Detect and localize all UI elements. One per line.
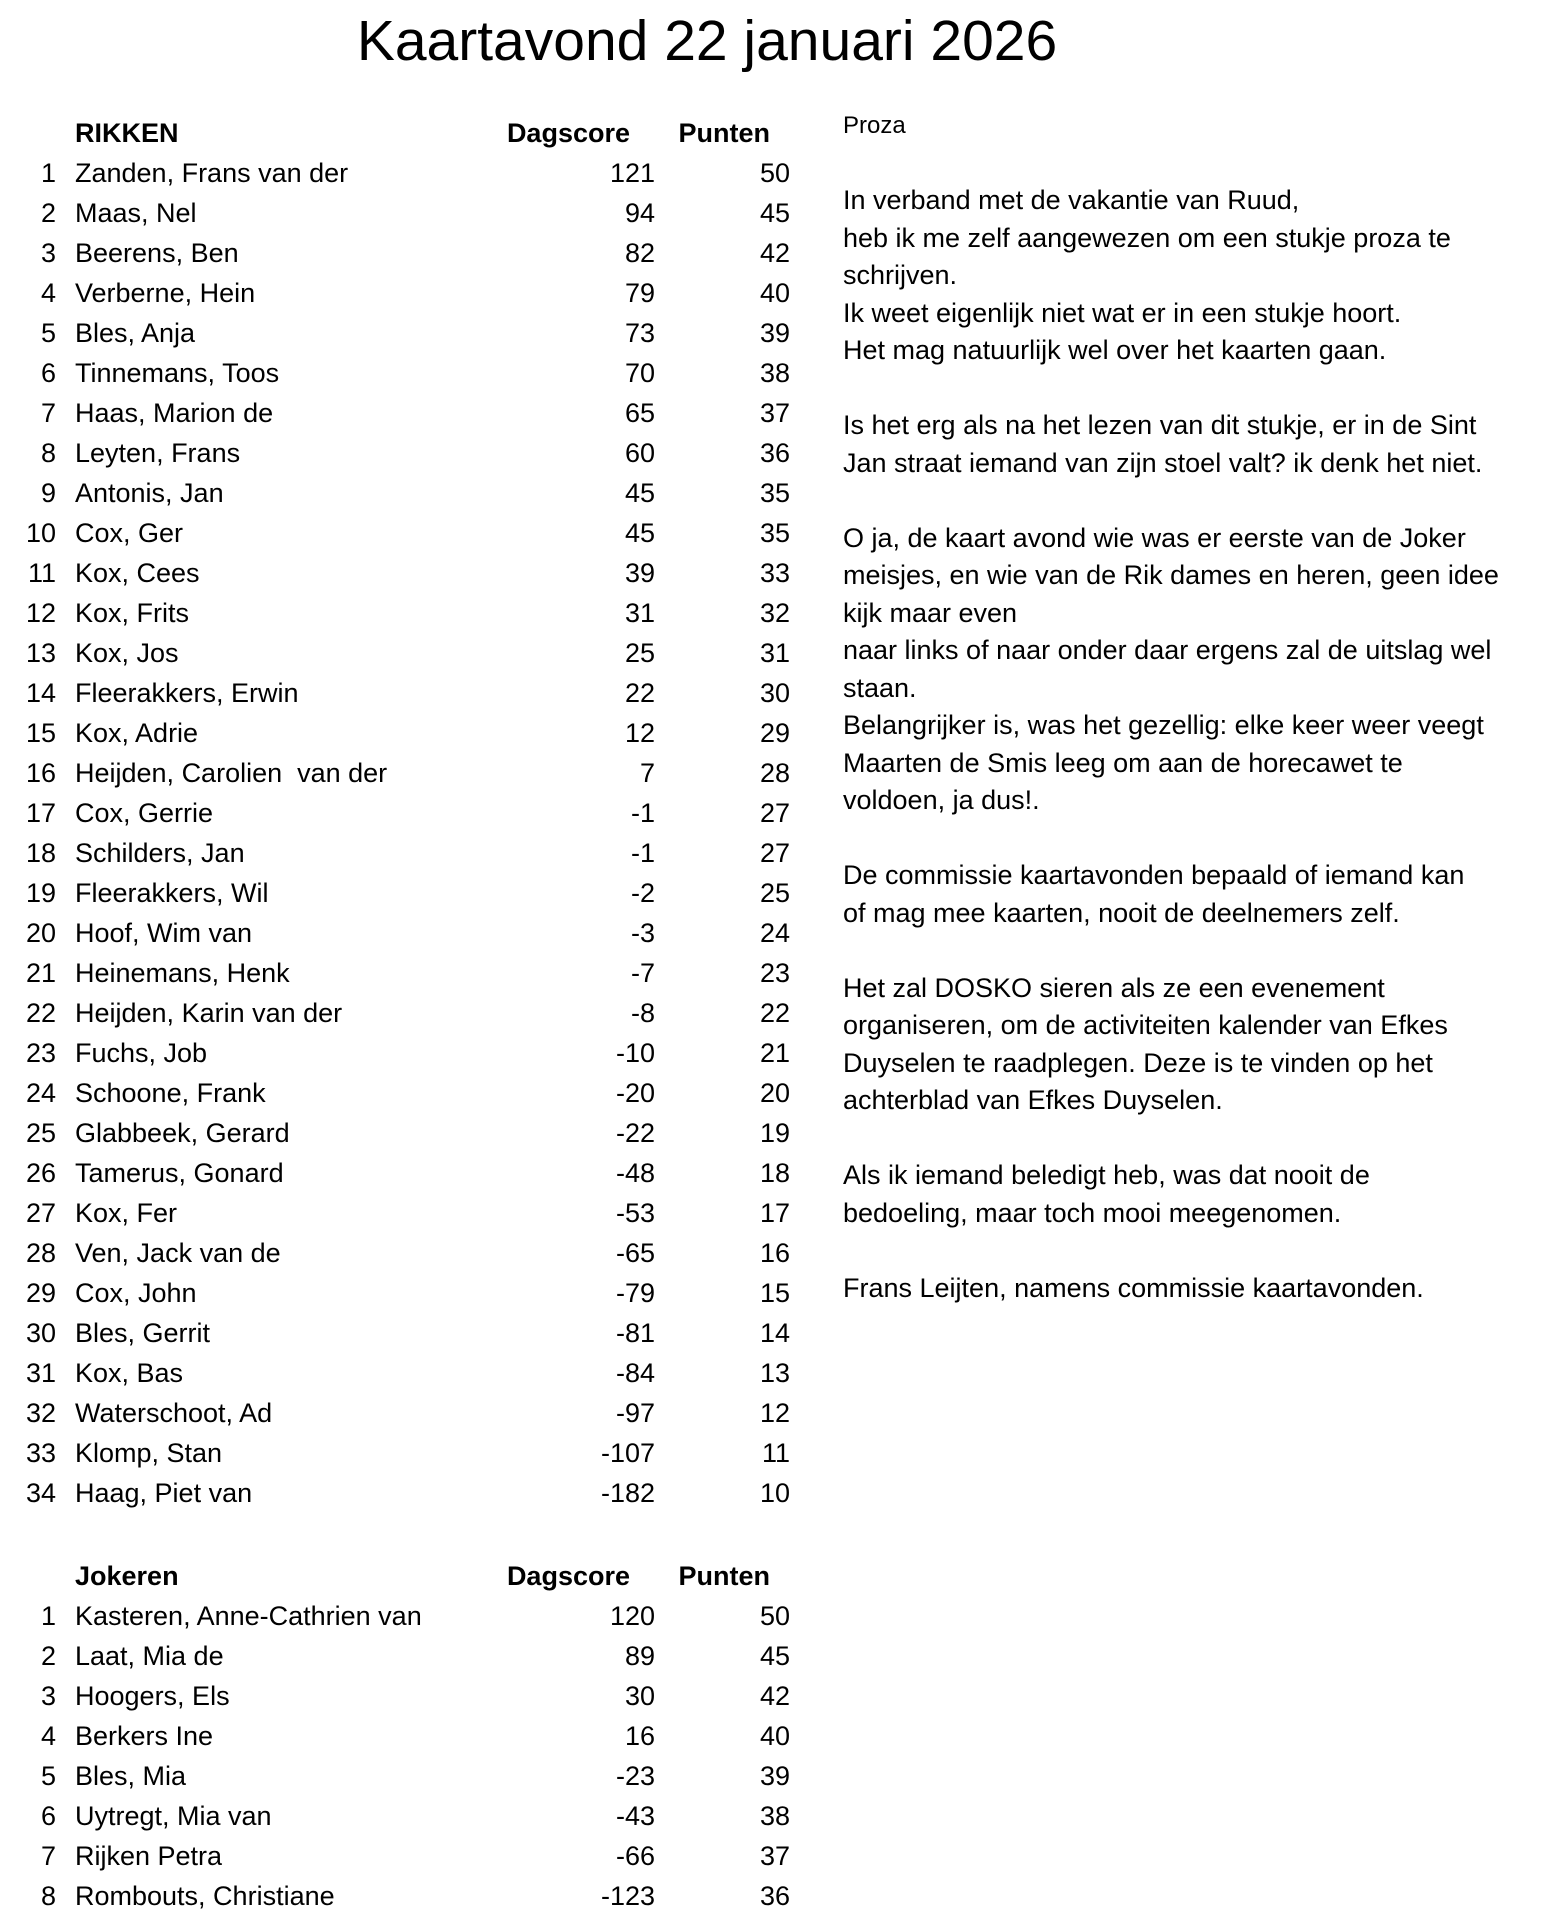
player-name-cell: Waterschoot, Ad bbox=[75, 1398, 273, 1428]
table-row bbox=[0, 433, 800, 473]
punten-cell: 32 bbox=[759, 598, 790, 628]
punten-cell: 21 bbox=[759, 1038, 790, 1068]
dagscore-cell: 73 bbox=[624, 318, 655, 348]
punten-cell: 16 bbox=[759, 1238, 790, 1268]
player-name-cell: Antonis, Jan bbox=[75, 478, 224, 508]
rikken-rows bbox=[0, 153, 800, 1513]
player-name-cell: Verberne, Hein bbox=[75, 278, 256, 308]
player-name-cell: Kox, Adrie bbox=[75, 718, 199, 748]
proza-line bbox=[843, 932, 1548, 970]
rank-cell: 20 bbox=[25, 918, 56, 948]
proza-line: Het mag natuurlijk wel over het kaarten gaan. bbox=[843, 335, 1387, 365]
rank-cell: 12 bbox=[25, 598, 56, 628]
proza-line: kijk maar even bbox=[843, 597, 1018, 628]
punten-cell: 18 bbox=[759, 1158, 790, 1188]
rank-cell: 6 bbox=[40, 1801, 56, 1831]
player-name-cell: Heinemans, Henk bbox=[75, 958, 290, 988]
proza-line: Het zal DOSKO sieren als ze een evenement bbox=[843, 972, 1385, 1003]
dagscore-cell: 31 bbox=[624, 598, 655, 628]
proza-line: Duyselen te raadplegen. Deze is te vinden op het bbox=[843, 1047, 1433, 1078]
player-name-cell: Maas, Nel bbox=[75, 198, 197, 228]
punten-cell: 27 bbox=[759, 798, 790, 828]
rank-cell: 34 bbox=[25, 1478, 56, 1508]
punten-cell: 30 bbox=[759, 678, 790, 708]
player-name-cell: Fleerakkers, Wil bbox=[75, 878, 269, 908]
jokeren-punten-header: Punten bbox=[678, 1561, 770, 1591]
rank-cell: 3 bbox=[40, 238, 56, 268]
rank-cell: 18 bbox=[25, 838, 56, 868]
punten-cell: 33 bbox=[759, 558, 790, 588]
dagscore-cell: -123 bbox=[600, 1881, 655, 1911]
rank-cell: 32 bbox=[25, 1398, 56, 1428]
table-row bbox=[0, 993, 800, 1033]
punten-cell: 37 bbox=[759, 398, 790, 428]
dagscore-cell: 82 bbox=[624, 238, 655, 268]
player-name-cell: Tamerus, Gonard bbox=[75, 1158, 284, 1188]
rikken-punten-header: Punten bbox=[678, 118, 770, 148]
punten-cell: 25 bbox=[759, 878, 790, 908]
rank-cell: 17 bbox=[25, 798, 56, 828]
player-name-cell: Heijden, Carolien van der bbox=[75, 758, 388, 788]
proza-line: Maarten de Smis leeg om aan de horecawet te bbox=[843, 747, 1403, 778]
table-row bbox=[0, 1233, 800, 1273]
player-name-cell: Kox, Jos bbox=[75, 638, 179, 668]
punten-cell: 28 bbox=[759, 758, 790, 788]
punten-cell: 11 bbox=[761, 1438, 790, 1468]
table-row bbox=[0, 353, 800, 393]
table-row bbox=[0, 1153, 800, 1193]
punten-cell: 20 bbox=[759, 1078, 790, 1108]
dagscore-cell: 7 bbox=[639, 758, 655, 788]
punten-cell: 31 bbox=[759, 638, 790, 668]
player-name-cell: Schoone, Frank bbox=[75, 1078, 266, 1108]
dagscore-cell: -48 bbox=[615, 1158, 655, 1188]
rank-cell: 30 bbox=[25, 1318, 56, 1348]
table-row bbox=[0, 233, 800, 273]
dagscore-cell: -1 bbox=[630, 838, 655, 868]
dagscore-cell: 79 bbox=[624, 278, 655, 308]
proza-line: Ik weet eigenlijk niet wat er in een stukje hoort. bbox=[843, 297, 1402, 328]
table-row bbox=[0, 1073, 800, 1113]
dagscore-cell: 39 bbox=[624, 558, 655, 588]
player-name-cell: Kox, Cees bbox=[75, 558, 200, 588]
punten-cell: 50 bbox=[759, 1601, 790, 1631]
dagscore-cell: 22 bbox=[624, 678, 655, 708]
punten-cell: 40 bbox=[759, 1721, 790, 1751]
rank-cell: 5 bbox=[40, 1761, 56, 1791]
table-row bbox=[0, 1393, 800, 1433]
table-row bbox=[0, 513, 800, 553]
jokeren-dagscore-header: Dagscore bbox=[506, 1561, 630, 1591]
player-name-cell: Fuchs, Job bbox=[75, 1038, 208, 1068]
rank-header-spacer bbox=[0, 113, 56, 153]
rank-cell: 7 bbox=[40, 1841, 56, 1871]
dagscore-cell: -2 bbox=[630, 878, 655, 908]
table-row bbox=[0, 1033, 800, 1073]
dagscore-cell: -84 bbox=[615, 1358, 655, 1388]
player-name-cell: Tinnemans, Toos bbox=[75, 358, 280, 388]
player-name-cell: Ven, Jack van de bbox=[75, 1238, 281, 1268]
table-row bbox=[0, 393, 800, 433]
jokeren-table bbox=[0, 1556, 800, 1916]
table-row bbox=[0, 913, 800, 953]
player-name-cell: Berkers Ine bbox=[75, 1721, 214, 1751]
rank-cell: 23 bbox=[25, 1038, 56, 1068]
results-tables bbox=[0, 113, 800, 1916]
punten-cell: 17 bbox=[759, 1198, 790, 1228]
rank-cell: 29 bbox=[25, 1278, 56, 1308]
proza-line: staan. bbox=[843, 672, 917, 703]
proza-line: meisjes, en wie van de Rik dames en heren, geen idee bbox=[843, 560, 1499, 590]
punten-cell: 24 bbox=[759, 918, 790, 948]
punten-cell: 37 bbox=[759, 1841, 790, 1871]
table-row bbox=[0, 1796, 800, 1836]
player-name-cell: Bles, Mia bbox=[75, 1761, 187, 1791]
proza-line: Belangrijker is, was het gezellig: elke keer weer veegt bbox=[843, 710, 1484, 740]
rank-cell: 16 bbox=[25, 758, 56, 788]
table-row bbox=[0, 153, 800, 193]
rank-cell: 13 bbox=[25, 638, 56, 668]
punten-cell: 50 bbox=[759, 158, 790, 188]
punten-cell: 39 bbox=[759, 318, 790, 348]
table-row bbox=[0, 1716, 800, 1756]
rank-cell: 2 bbox=[40, 1641, 56, 1671]
rank-cell: 33 bbox=[25, 1438, 56, 1468]
player-name-cell: Haas, Marion de bbox=[75, 398, 274, 428]
proza-line: naar links of naar onder daar ergens zal de uitslag wel bbox=[843, 635, 1492, 665]
proza-line: O ja, de kaart avond wie was er eerste van de Joker bbox=[843, 522, 1466, 553]
dagscore-cell: -10 bbox=[615, 1038, 655, 1068]
player-name-cell: Kox, Frits bbox=[75, 598, 190, 628]
dagscore-cell: -107 bbox=[600, 1438, 655, 1468]
dagscore-cell: -3 bbox=[630, 918, 655, 948]
table-row bbox=[0, 793, 800, 833]
rank-cell: 6 bbox=[40, 358, 56, 388]
punten-cell: 38 bbox=[759, 1801, 790, 1831]
table-row bbox=[0, 1113, 800, 1153]
rank-cell: 8 bbox=[40, 1881, 56, 1911]
punten-cell: 35 bbox=[759, 478, 790, 508]
proza-heading: Proza bbox=[843, 112, 906, 139]
player-name-cell: Bles, Anja bbox=[75, 318, 196, 348]
dagscore-cell: 12 bbox=[624, 718, 655, 748]
rank-header-spacer bbox=[0, 1556, 56, 1596]
player-name-cell: Klomp, Stan bbox=[75, 1438, 223, 1468]
jokeren-table-header bbox=[0, 1556, 800, 1596]
dagscore-cell: 89 bbox=[624, 1641, 655, 1671]
proza-line: achterblad van Efkes Duyselen. bbox=[843, 1085, 1223, 1115]
page-title: Kaartavond 22 januari 2026 bbox=[356, 9, 1058, 73]
rank-cell: 25 bbox=[25, 1118, 56, 1148]
table-row bbox=[0, 1596, 800, 1636]
table-row bbox=[0, 313, 800, 353]
table-row bbox=[0, 713, 800, 753]
player-name-cell: Cox, John bbox=[75, 1278, 197, 1308]
proza-line bbox=[843, 482, 1548, 520]
dagscore-cell: -22 bbox=[615, 1118, 655, 1148]
player-name-cell: Schilders, Jan bbox=[75, 838, 245, 868]
dagscore-cell: -182 bbox=[600, 1478, 655, 1508]
dagscore-cell: 65 bbox=[624, 398, 655, 428]
rank-cell: 15 bbox=[25, 718, 56, 748]
dagscore-cell: -79 bbox=[615, 1278, 655, 1308]
rank-cell: 24 bbox=[25, 1078, 56, 1108]
table-row bbox=[0, 873, 800, 913]
punten-cell: 36 bbox=[759, 1881, 790, 1911]
proza-line: organiseren, om de activiteiten kalender van Efkes bbox=[843, 1010, 1448, 1040]
player-name-cell: Hoogers, Els bbox=[75, 1681, 230, 1711]
player-name-cell: Kox, Fer bbox=[75, 1198, 178, 1228]
rank-cell: 26 bbox=[25, 1158, 56, 1188]
player-name-cell: Cox, Gerrie bbox=[75, 798, 214, 828]
rank-cell: 11 bbox=[27, 558, 56, 588]
punten-cell: 42 bbox=[759, 238, 790, 268]
punten-cell: 39 bbox=[759, 1761, 790, 1791]
rank-cell: 4 bbox=[40, 1721, 56, 1751]
table-row bbox=[0, 833, 800, 873]
player-name-cell: Rijken Petra bbox=[75, 1841, 223, 1871]
punten-cell: 29 bbox=[759, 718, 790, 748]
player-name-cell: Leyten, Frans bbox=[75, 438, 241, 468]
punten-cell: 23 bbox=[759, 958, 790, 988]
dagscore-cell: -23 bbox=[615, 1761, 655, 1791]
punten-cell: 15 bbox=[759, 1278, 790, 1308]
table-row bbox=[0, 1193, 800, 1233]
proza-line: Is het erg als na het lezen van dit stukje, er in de Sint bbox=[843, 410, 1477, 440]
player-name-cell: Fleerakkers, Erwin bbox=[75, 678, 299, 708]
punten-cell: 13 bbox=[759, 1358, 790, 1388]
table-row bbox=[0, 1433, 800, 1473]
proza-line bbox=[843, 820, 1548, 858]
punten-cell: 35 bbox=[759, 518, 790, 548]
punten-cell: 45 bbox=[759, 198, 790, 228]
dagscore-cell: -8 bbox=[630, 998, 655, 1028]
proza-lines bbox=[843, 145, 1548, 1308]
player-name-cell: Haag, Piet van bbox=[75, 1478, 253, 1508]
rank-cell: 2 bbox=[40, 198, 56, 228]
rank-cell: 1 bbox=[40, 1601, 56, 1631]
player-name-cell: Hoof, Wim van bbox=[75, 918, 253, 948]
jokeren-header-label: Jokeren bbox=[75, 1561, 179, 1591]
proza-line: voldoen, ja dus!. bbox=[843, 785, 1040, 815]
table-row bbox=[0, 1273, 800, 1313]
dagscore-cell: -66 bbox=[615, 1841, 655, 1871]
punten-cell: 40 bbox=[759, 278, 790, 308]
dagscore-cell: -43 bbox=[615, 1801, 655, 1831]
rank-cell: 9 bbox=[40, 478, 56, 508]
table-row bbox=[0, 673, 800, 713]
punten-cell: 14 bbox=[759, 1318, 790, 1348]
proza-line: De commissie kaartavonden bepaald of iemand kan bbox=[843, 860, 1465, 890]
rikken-header-label: RIKKEN bbox=[75, 118, 179, 148]
dagscore-cell: 120 bbox=[609, 1601, 655, 1631]
dagscore-cell: 45 bbox=[624, 518, 655, 548]
proza-line: bedoeling, maar toch mooi meegenomen. bbox=[843, 1197, 1342, 1228]
proza-line: Als ik iemand beledigt heb, was dat nooit de bbox=[843, 1160, 1370, 1190]
table-row bbox=[0, 953, 800, 993]
player-name-cell: Bles, Gerrit bbox=[75, 1318, 211, 1348]
dagscore-cell: -65 bbox=[615, 1238, 655, 1268]
punten-cell: 27 bbox=[759, 838, 790, 868]
rank-cell: 8 bbox=[40, 438, 56, 468]
dagscore-cell: 25 bbox=[624, 638, 655, 668]
punten-cell: 38 bbox=[759, 358, 790, 388]
table-row bbox=[0, 1636, 800, 1676]
table-row bbox=[0, 593, 800, 633]
punten-cell: 22 bbox=[759, 998, 790, 1028]
dagscore-cell: 16 bbox=[624, 1721, 655, 1751]
player-name-cell: Kasteren, Anne-Cathrien van bbox=[75, 1601, 422, 1631]
dagscore-cell: 70 bbox=[624, 358, 655, 388]
player-name-cell: Rombouts, Christiane bbox=[75, 1881, 335, 1911]
player-name-cell: Beerens, Ben bbox=[75, 238, 239, 268]
proza-line: Jan straat iemand van zijn stoel valt? ik denk het niet. bbox=[843, 447, 1483, 478]
proza-line bbox=[843, 1232, 1548, 1270]
table-row bbox=[0, 1353, 800, 1393]
rank-cell: 31 bbox=[25, 1358, 56, 1388]
table-row bbox=[0, 473, 800, 513]
dagscore-cell: 30 bbox=[624, 1681, 655, 1711]
jokeren-rows bbox=[0, 1596, 800, 1916]
proza-line bbox=[843, 1120, 1548, 1158]
rikken-table-header bbox=[0, 113, 800, 153]
rank-cell: 22 bbox=[25, 998, 56, 1028]
punten-cell: 10 bbox=[759, 1478, 790, 1508]
proza-line: heb ik me zelf aangewezen om een stukje proza te bbox=[843, 222, 1451, 253]
table-row bbox=[0, 193, 800, 233]
punten-cell: 19 bbox=[759, 1118, 790, 1148]
rank-cell: 28 bbox=[25, 1238, 56, 1268]
dagscore-cell: 60 bbox=[624, 438, 655, 468]
rank-cell: 1 bbox=[40, 158, 56, 188]
dagscore-cell: -97 bbox=[615, 1398, 655, 1428]
proza-line: Frans Leijten, namens commissie kaartavonden. bbox=[843, 1272, 1424, 1303]
table-gap bbox=[0, 1513, 800, 1556]
table-row bbox=[0, 753, 800, 793]
punten-cell: 36 bbox=[759, 438, 790, 468]
punten-cell: 45 bbox=[759, 1641, 790, 1671]
proza-line bbox=[843, 370, 1548, 408]
rikken-dagscore-header: Dagscore bbox=[506, 118, 630, 148]
table-row bbox=[0, 273, 800, 313]
player-name-cell: Heijden, Karin van der bbox=[75, 998, 343, 1028]
proza-column bbox=[843, 107, 1548, 1307]
punten-cell: 42 bbox=[759, 1681, 790, 1711]
table-row bbox=[0, 1876, 800, 1916]
rikken-table bbox=[0, 113, 800, 1513]
rank-cell: 4 bbox=[40, 278, 56, 308]
rank-cell: 5 bbox=[40, 318, 56, 348]
table-row bbox=[0, 1836, 800, 1876]
dagscore-cell: 94 bbox=[624, 198, 655, 228]
player-name-cell: Cox, Ger bbox=[75, 518, 184, 548]
proza-line: of mag mee kaarten, nooit de deelnemers zelf. bbox=[843, 897, 1400, 928]
table-row bbox=[0, 1756, 800, 1796]
table-row bbox=[0, 1473, 800, 1513]
rank-cell: 7 bbox=[40, 398, 56, 428]
player-name-cell: Uytregt, Mia van bbox=[75, 1801, 272, 1831]
player-name-cell: Laat, Mia de bbox=[75, 1641, 224, 1671]
dagscore-cell: -81 bbox=[615, 1318, 655, 1348]
proza-line bbox=[843, 145, 1548, 183]
player-name-cell: Glabbeek, Gerard bbox=[75, 1118, 290, 1148]
rank-cell: 27 bbox=[25, 1198, 56, 1228]
table-row bbox=[0, 1313, 800, 1353]
dagscore-cell: 121 bbox=[609, 158, 655, 188]
rank-cell: 10 bbox=[25, 518, 56, 548]
rank-cell: 19 bbox=[25, 878, 56, 908]
player-name-cell: Kox, Bas bbox=[75, 1358, 184, 1388]
proza-line: schrijven. bbox=[843, 260, 958, 290]
rank-cell: 21 bbox=[25, 958, 56, 988]
table-row bbox=[0, 633, 800, 673]
dagscore-cell: -7 bbox=[630, 958, 655, 988]
table-row bbox=[0, 1676, 800, 1716]
punten-cell: 12 bbox=[759, 1398, 790, 1428]
player-name-cell: Zanden, Frans van der bbox=[75, 158, 349, 188]
dagscore-cell: 45 bbox=[624, 478, 655, 508]
rank-cell: 14 bbox=[25, 678, 56, 708]
table-row bbox=[0, 553, 800, 593]
proza-line: In verband met de vakantie van Ruud, bbox=[843, 185, 1300, 215]
dagscore-cell: -1 bbox=[630, 798, 655, 828]
rank-cell: 3 bbox=[40, 1681, 56, 1711]
dagscore-cell: -20 bbox=[615, 1078, 655, 1108]
dagscore-cell: -53 bbox=[615, 1198, 655, 1228]
